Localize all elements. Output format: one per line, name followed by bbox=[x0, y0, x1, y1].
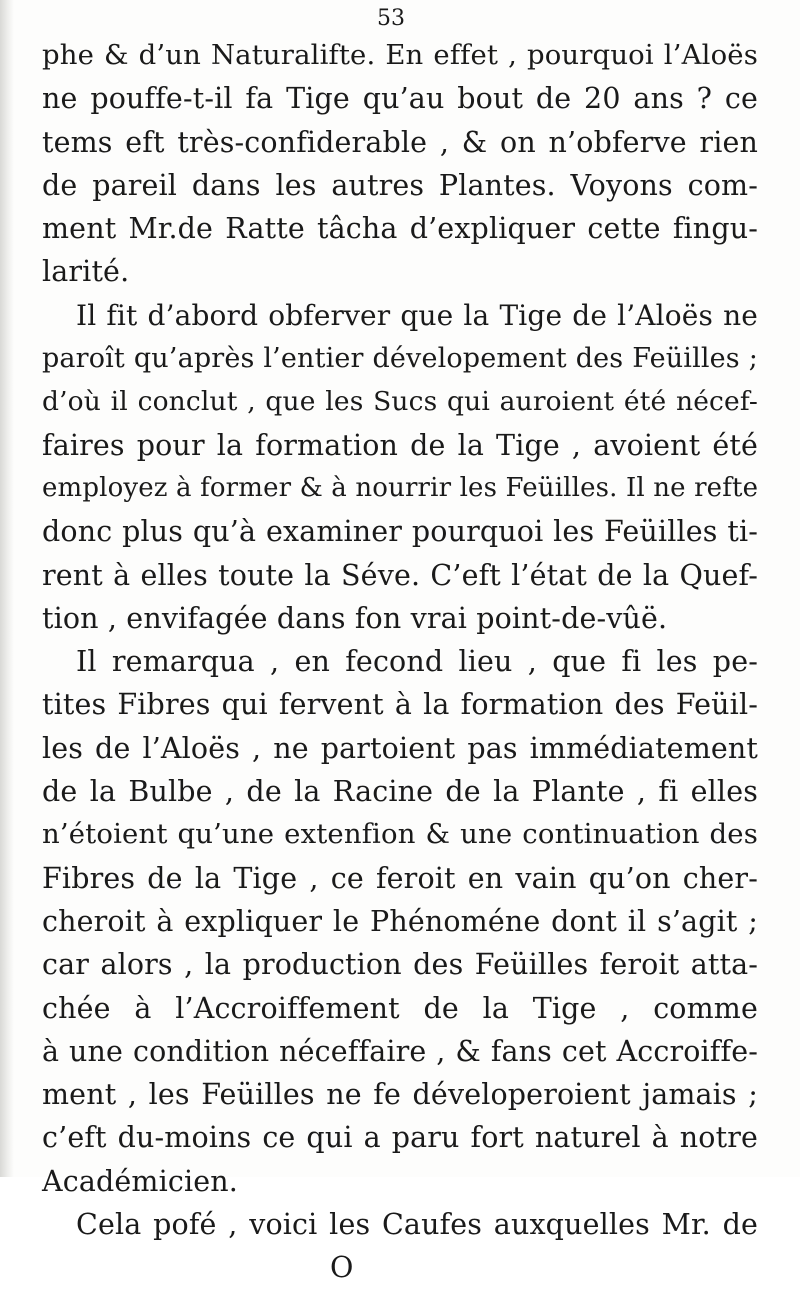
text-line: employez à former & à nourrir les Feüilles. Il ne refte bbox=[42, 472, 759, 503]
page-spine-shadow bbox=[0, 0, 14, 1177]
text-line: les de l’Aloës , ne partoient pas immédiatement bbox=[42, 731, 758, 765]
text-line: ne pouffe-t-il fa Tige qu’au bout de 20 ans ? ce bbox=[42, 82, 758, 116]
text-line: cheroit à expliquer le Phénoméne dont il s’agit ; bbox=[42, 904, 758, 938]
text-line: tion , envifagée dans fon vrai point-de-vûë. bbox=[42, 601, 668, 635]
page-number: 53 bbox=[377, 6, 405, 31]
text-line: car alors , la production des Feüilles feroit atta- bbox=[42, 948, 758, 982]
text-line: faires pour la formation de la Tige , avoient été bbox=[42, 428, 758, 462]
paragraph-first-line: Il remarqua , en fecond lieu , que fi les pe- bbox=[76, 645, 758, 679]
paragraph-first-line: Cela pofé , voici les Caufes auxquelles Mr. de bbox=[76, 1208, 758, 1242]
text-line: rent à elles toute la Séve. C’eft l’état de la Quef- bbox=[42, 558, 758, 592]
text-line: d’où il conclut , que les Sucs qui auroient été nécef- bbox=[42, 386, 758, 418]
body-text bbox=[42, 34, 758, 1290]
text-line: c’eft du-moins ce qui a paru fort naturel à notre bbox=[42, 1121, 758, 1155]
text-line: paroît qu’après l’entier dévelopement des Feüilles ; bbox=[42, 343, 758, 375]
text-line: phe & d’un Naturalifte. En effet , pourquoi l’Aloës bbox=[42, 39, 758, 71]
text-line: de la Bulbe , de la Racine de la Plante , fi elles bbox=[42, 775, 758, 809]
paragraph-first-line: Il fit d’abord obferver que la Tige de l’Aloës ne bbox=[76, 298, 758, 332]
text-line: larité. bbox=[42, 255, 130, 289]
text-line: donc plus qu’à examiner pourquoi les Feüilles ti- bbox=[42, 515, 758, 549]
text-line: tites Fibres qui fervent à la formation des Feüil- bbox=[42, 688, 758, 722]
text-line: tems eft très-confiderable , & on n’obferve rien bbox=[42, 125, 758, 159]
text-line: Académicien. bbox=[42, 1164, 238, 1198]
text-line: n’étoient qu’une extenfion & une continuation des bbox=[42, 818, 758, 851]
signature-mark: O bbox=[330, 1251, 354, 1285]
text-line: Fibres de la Tige , ce feroit en vain qu’on cher- bbox=[42, 861, 758, 895]
text-line: ment Mr.de Ratte tâcha d’expliquer cette fingu- bbox=[42, 212, 758, 246]
text-line: à une condition néceffaire , & fans cet Accroiffe- bbox=[42, 1034, 758, 1068]
text-line: ment , les Feüilles ne fe déveloperoient jamais ; bbox=[42, 1078, 758, 1112]
text-line: chée à l’Accroiffement de la Tige , comme bbox=[42, 991, 758, 1025]
text-line: de pareil dans les autres Plantes. Voyons com- bbox=[42, 168, 758, 202]
